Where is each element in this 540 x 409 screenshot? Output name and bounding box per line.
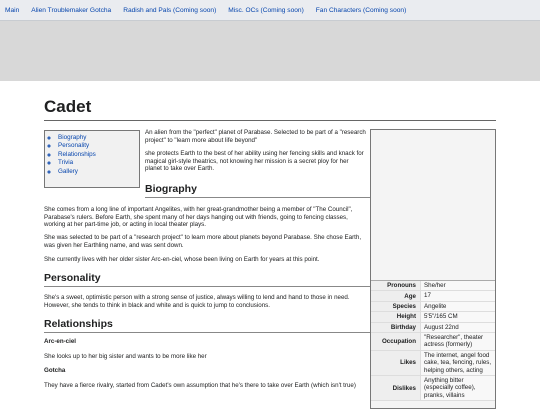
toc-item-relationships[interactable]: ◦ Relationships [58,151,139,159]
heading-relationships: Relationships [44,318,370,333]
intro-paragraph: she protects Earth to the best of her ability using her fencing skills and knack for magical girl-style theatrics, not knowing her mission is a secret ploy for her planet to take over Earth. [145,150,364,173]
heading-biography: Biography [145,183,370,198]
biography-paragraph: She was selected to be part of a "research project" to learn more about planets beyond Parabase. She chose Earth, was given her Earthling name, and was sent down. [44,234,362,249]
infobox-row [371,322,495,332]
personality-paragraph: She's a sweet, optimistic person with a strong sense of justice, always willing to lend and hand to those in need. However, she tends to think in black and white and is quick to jump to conclusions. [44,294,350,309]
toc-item-gallery[interactable]: ◦ Gallery [58,168,139,176]
infobox-label: Pronouns [371,281,421,291]
infobox-row [371,281,495,291]
intro-text [145,129,367,179]
nav-link-misc-ocs[interactable]: Misc. OCs (Coming soon) [228,6,304,14]
relationship-text: They have a fierce rivalry, started from Cadet's own assumption that he's there to take over Earth (which isn't true) [44,382,356,389]
infobox-label: Dislikes [371,376,421,401]
header-banner [0,21,540,81]
toc-item-personality[interactable]: ◦ Personality [58,142,139,150]
infobox-row [371,333,495,351]
relationship-name: Arc-en-ciel [44,338,76,345]
table-of-contents [44,130,140,188]
infobox-value: 17 [421,291,496,301]
biography-paragraph: She currently lives with her older sister Arc-en-ciel, whose been living on Earth for years at this point. [44,256,320,263]
infobox-row [371,291,495,301]
infobox-label: Age [371,291,421,301]
top-navigation [0,0,540,21]
infobox-label: Occupation [371,333,421,351]
infobox-label: Birthday [371,322,421,332]
nav-link-radish-and-pals[interactable]: Radish and Pals (Coming soon) [123,6,217,14]
infobox-value: Angelite [421,301,496,311]
infobox-label: Likes [371,350,421,375]
relationship-name: Gotcha [44,367,66,374]
nav-link-alien-troublemaker-gotcha[interactable]: Alien Troublemaker Gotcha [31,6,112,14]
infobox-row [371,312,495,322]
infobox-row [371,350,495,375]
infobox-value: 5'5"/165 CM [421,312,496,322]
page-title: Cadet [44,95,496,121]
infobox-label: Species [371,301,421,311]
toc-item-trivia[interactable]: ◦ Trivia [58,159,139,167]
nav-link-fan-characters[interactable]: Fan Characters (Coming soon) [315,6,407,14]
toc-item-biography[interactable]: ◦ Biography [58,134,139,142]
relationship-text: She looks up to her big sister and wants to be more like her [44,353,207,360]
character-infobox [370,129,496,409]
nav-link-main[interactable]: Main [5,6,20,14]
infobox-row [371,376,495,401]
infobox-value: The internet, angel food cake, tea, fencing, rules, helping others, acting [421,350,496,375]
infobox-value: Anything bitter (especially coffee), pranks, villains [421,376,496,401]
infobox-row [371,301,495,311]
infobox-value: "Researcher", theater actress (formerly) [421,333,496,351]
infobox-table [371,281,495,401]
heading-personality: Personality [44,272,370,287]
infobox-label: Height [371,312,421,322]
infobox-value: She/her [421,281,496,291]
intro-paragraph: An alien from the "perfect" planet of Parabase. Selected to be part of a "research project" to "learn more about life beyond" [145,129,366,144]
character-image-placeholder [371,130,495,281]
biography-paragraph: She comes from a long line of important Angelites, with her great-grandmother being a member of "The Council", Parabase's rulers. Before Earth, she spent many of her days hanging out with friends, going to fencing classes, working at her part-time job, or acting in local theater plays. [44,206,353,229]
infobox-value: August 22nd [421,322,496,332]
